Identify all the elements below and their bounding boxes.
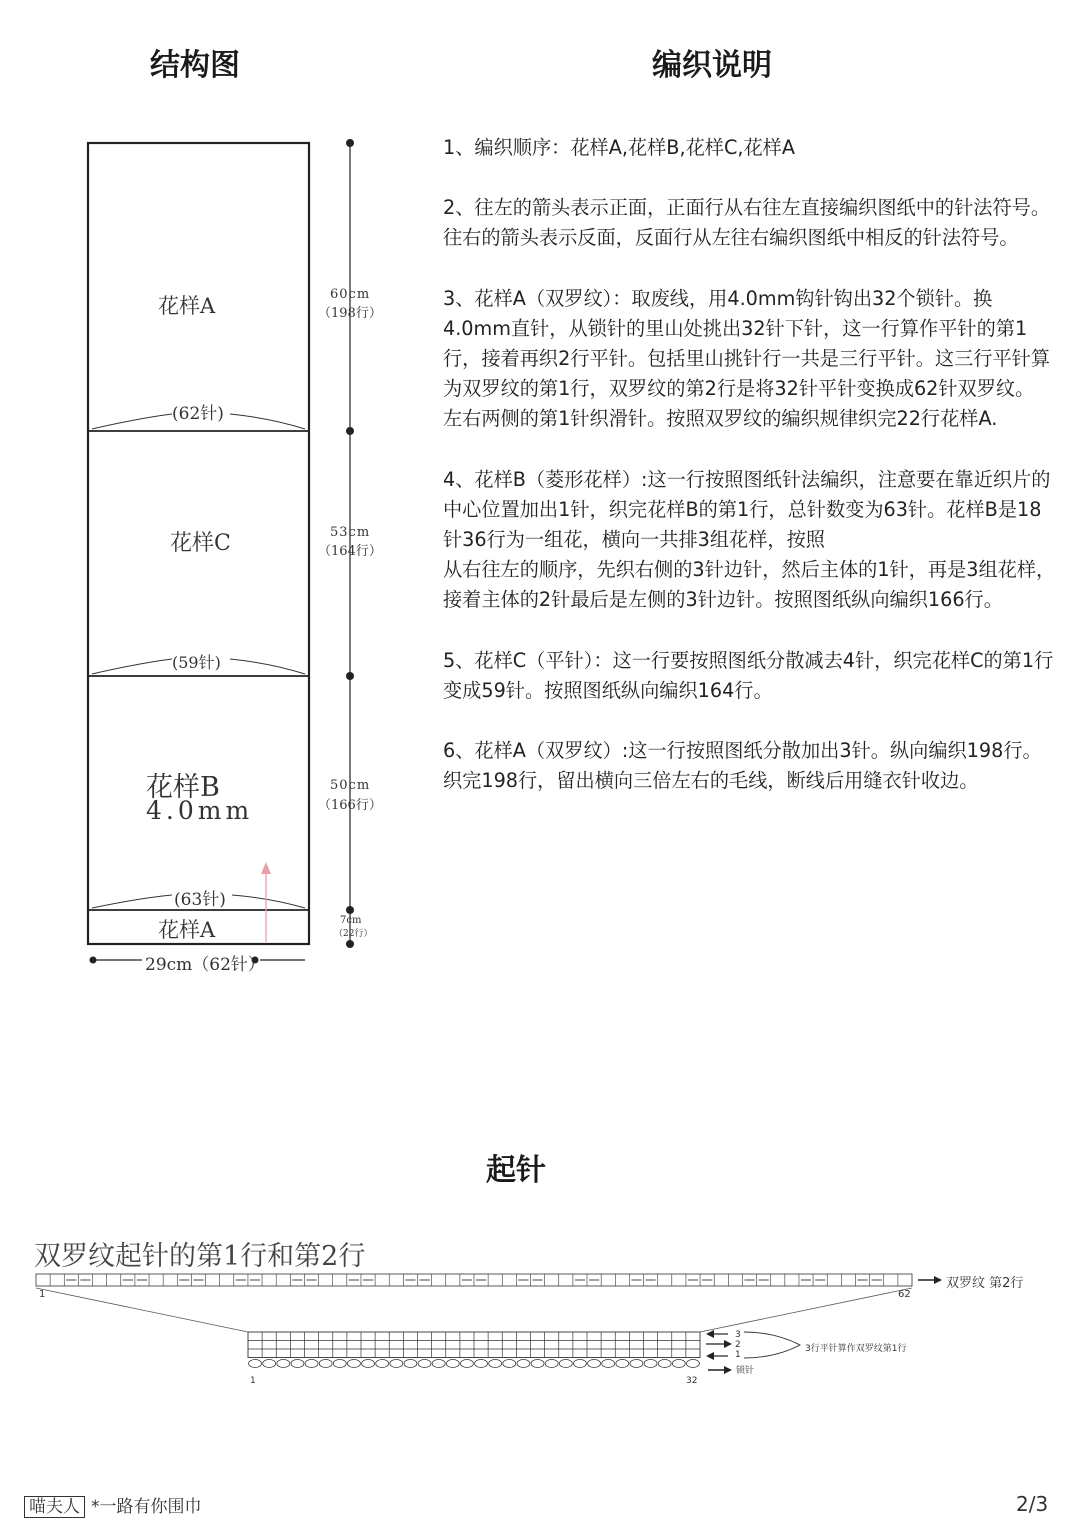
length-50cm: 50cm [330, 778, 371, 793]
rib-row-2-grid [36, 1274, 912, 1286]
rows-166: （166行） [318, 798, 382, 813]
rib-row-end-number: 62 [898, 1289, 911, 1300]
instructions-text [443, 133, 1058, 826]
row-number-3: 3 [735, 1330, 741, 1340]
chain-row-grid [249, 1360, 700, 1368]
section-label-pattern-b: 花样B [146, 772, 220, 803]
length-53cm: 53cm [330, 525, 371, 540]
structure-heading: 结构图 [150, 48, 240, 83]
rows-198: （198行） [318, 306, 382, 321]
length-7cm: 7cm [340, 915, 362, 926]
footer-brand [24, 1492, 202, 1517]
cast-on-chart [0, 1270, 1080, 1390]
row-number-2: 2 [735, 1340, 741, 1350]
needle-size-label: 4.0mm [146, 796, 254, 825]
width-label: 29cm（62针） [145, 955, 265, 975]
rib-row-2-label: 双罗纹 第2行 [946, 1276, 1024, 1291]
instruction-step-4: 4、花样B（菱形花样）:这一行按照图纸针法编织，注意要在靠近织片的中心位置加出1针，织完花样B的第1行，总针数变为63针。花样B是18针36行为一组花，横向一共排3组花样，按照 从右往左的顺序，先织右侧的3针边针，然后主体的1针，再是3组花样，接着主体的2针最后是左侧的3针边针。按照图纸纵向编织166行。 [443, 467, 1056, 612]
cast-on-heading: 起针 [486, 1153, 546, 1188]
stitch-count-62: (62针) [172, 404, 224, 424]
instruction-step-6: 6、花样A（双罗纹）:这一行按照图纸分散加出3针。纵向编织198行。织完198行，留出横向三倍左右的毛线，断线后用缝衣针收边。 [443, 739, 1042, 793]
chain-label: 锁针 [736, 1366, 755, 1376]
chain-start-number: 1 [250, 1376, 256, 1386]
section-label-pattern-c: 花样C [170, 531, 231, 556]
cast-on-chart-title: 双罗纹起针的第1行和第2行 [34, 1241, 366, 1272]
structure-diagram [0, 0, 440, 990]
stockinette-rows-grid [248, 1332, 700, 1358]
section-label-pattern-a-top: 花样A [158, 294, 216, 318]
instruction-step-3: 3、花样A（双罗纹）：取废线，用4.0mm钩针钩出32个锁针。换4.0mm直针，从锁针的里山处挑出32针下针，这一行算作平针的第1行，接着再织2行平针。包括里山挑针行一共是三行平针。这三行平针算为双罗纹的第1行，双罗纹的第2行是将32针平针变换成62针双罗纹。 左右两侧的第1针织滑针。按照双罗纹的编织规律织完22行花样A. [443, 286, 1051, 431]
instruction-step-1: 1、编织顺序：花样A,花样B,花样C,花样A [443, 136, 795, 159]
stitch-count-59: (59针) [172, 653, 221, 672]
instruction-step-5: 5、花样C（平针）：这一行要按照图纸分散减去4针，织完花样C的第1行变成59针。按照图纸纵向编织164行。 [443, 648, 1054, 702]
instruction-step-2: 2、往左的箭头表示正面，正面行从右往左直接编织图纸中的针法符号。 往右的箭头表示反面，反面行从左往右编织图纸中相反的针法符号。 [443, 196, 1051, 250]
brand-name: 喵夫人 [24, 1496, 85, 1518]
rib-row-start-number: 1 [39, 1289, 46, 1300]
footer-subtitle: *一路有你围巾 [91, 1497, 202, 1517]
chain-end-number: 32 [686, 1376, 698, 1386]
rows-note: 3行平针算作双罗纹第1行 [805, 1344, 907, 1354]
stitch-count-63: (63针) [174, 890, 226, 910]
rows-164: （164行） [318, 544, 382, 559]
rows-22: （22行） [334, 929, 373, 939]
row-number-1: 1 [735, 1350, 741, 1360]
section-label-pattern-a-bottom: 花样A [158, 918, 216, 942]
page-number: 2/3 [1016, 1492, 1049, 1516]
instructions-heading: 编织说明 [652, 48, 772, 83]
length-60cm: 60cm [330, 287, 371, 302]
